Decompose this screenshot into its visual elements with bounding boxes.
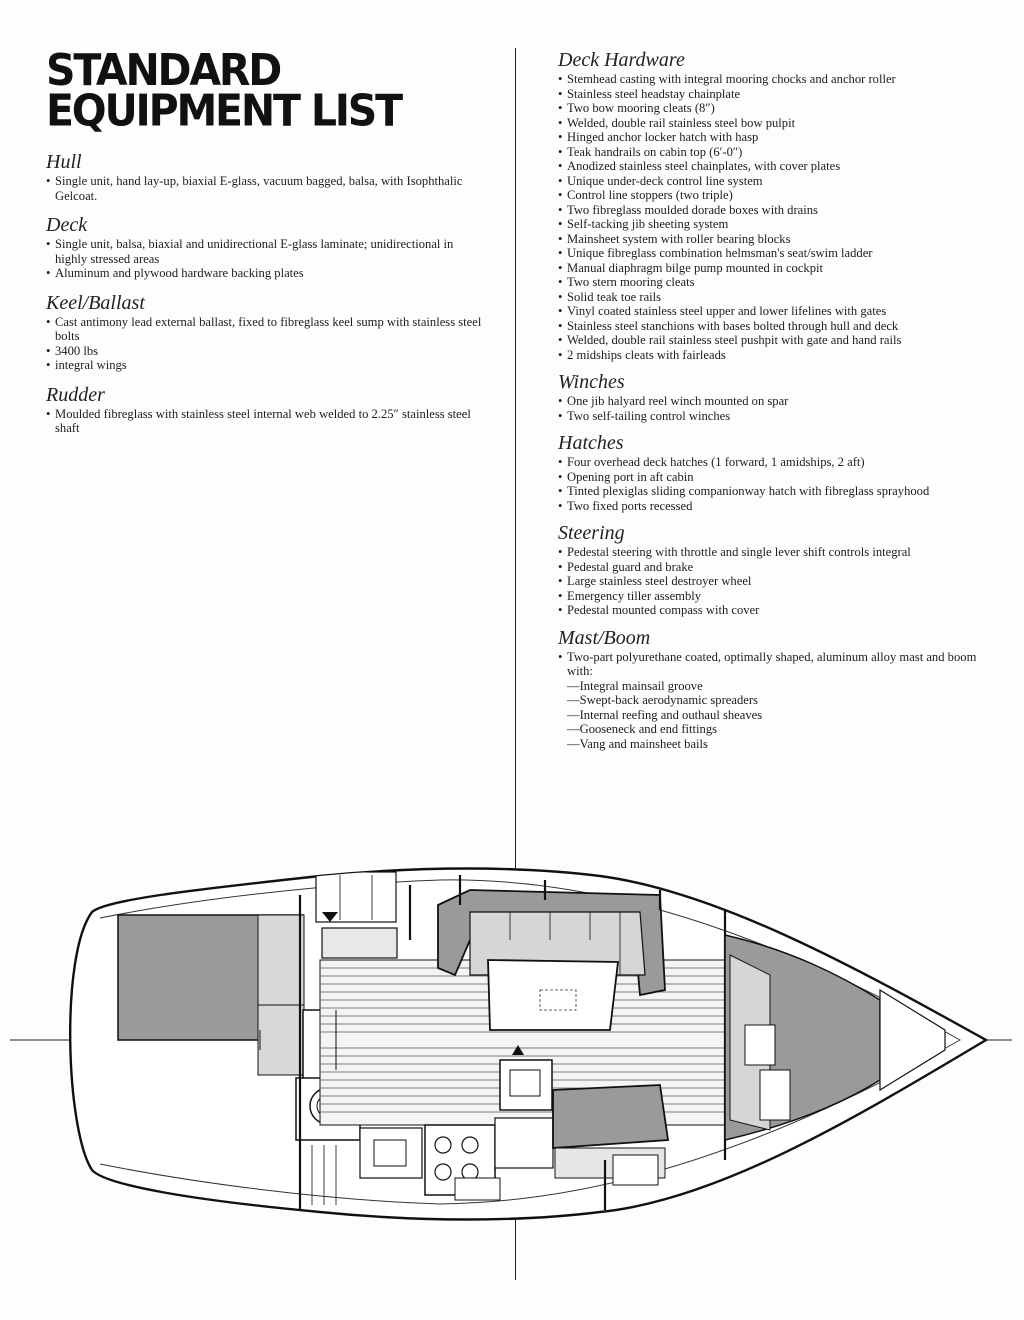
list-item (558, 650, 998, 679)
sub-list-item (567, 679, 998, 694)
section-heading: Deck Hardware (558, 49, 685, 71)
list-item (558, 348, 998, 363)
list-item (558, 145, 998, 160)
equipment-list (558, 394, 998, 423)
list-item-text: Control line stoppers (two triple) (567, 188, 733, 202)
bullet-icon: • (558, 574, 563, 588)
list-item-text: One jib halyard reel winch mounted on spar (567, 394, 789, 408)
bullet-icon: • (558, 455, 563, 469)
list-item (558, 275, 998, 290)
right-column (558, 48, 998, 759)
list-item (558, 560, 998, 575)
list-item (558, 217, 998, 232)
list-item (558, 304, 998, 319)
bullet-icon: • (558, 130, 563, 144)
section-heading: Winches (558, 371, 625, 393)
title-line-1: STANDARD (46, 44, 281, 96)
sub-list-item-text: Integral mainsail groove (579, 678, 703, 693)
bullet-icon: • (558, 144, 563, 159)
sub-list (558, 679, 998, 752)
list-item-text: Two bow mooring cleats (8″) (567, 101, 715, 115)
equipment-list (558, 455, 998, 513)
list-item-text: Welded, double rail stainless steel pushpit with gate and hand rails (567, 333, 902, 347)
dash-icon: — (567, 678, 580, 693)
equipment-list (558, 650, 998, 679)
right-section (558, 626, 998, 752)
list-item-text: integral wings (55, 358, 127, 372)
list-item (558, 290, 998, 305)
list-item-text: Opening port in aft cabin (567, 469, 694, 484)
bullet-icon: • (558, 603, 563, 617)
list-item (558, 246, 998, 261)
sub-list-item (567, 737, 998, 752)
equipment-list (558, 72, 998, 362)
list-item-text: Anodized stainless steel chainplates, with cover plates (567, 159, 841, 173)
list-item (558, 319, 998, 334)
list-item (558, 394, 998, 409)
bullet-icon: • (558, 318, 563, 333)
right-section (558, 370, 998, 423)
section-heading: Hull (46, 151, 82, 173)
equipment-list (46, 174, 486, 203)
list-item (46, 315, 486, 344)
bullet-icon: • (558, 394, 563, 408)
list-item-text: Welded, double rail stainless steel bow pulpit (567, 115, 796, 130)
list-item (558, 574, 998, 589)
list-item (558, 232, 998, 247)
list-item (558, 545, 998, 560)
sub-list-item-text: Internal reefing and outhaul sheaves (579, 707, 763, 722)
section-heading: Hatches (558, 432, 624, 454)
list-item (558, 159, 998, 174)
bullet-icon: • (558, 72, 563, 86)
list-item (558, 72, 998, 87)
list-item-text: Two self-tailing control winches (567, 408, 731, 423)
list-item (558, 203, 998, 218)
list-item-text: Pedestal mounted compass with cover (567, 603, 760, 617)
list-item (558, 589, 998, 604)
right-section (558, 431, 998, 513)
list-item-text: Self-tacking jib sheeting system (567, 217, 729, 231)
sub-list-item (567, 693, 998, 708)
list-item (558, 499, 998, 514)
bullet-icon: • (558, 101, 563, 115)
bullet-icon: • (558, 498, 563, 513)
section-heading: Keel/Ballast (46, 291, 145, 314)
left-section (46, 383, 486, 436)
sub-list-item (567, 722, 998, 737)
bullet-icon: • (558, 347, 563, 362)
bullet-icon: • (558, 333, 563, 347)
bullet-icon: • (558, 86, 563, 101)
bullet-icon: • (558, 231, 563, 246)
bullet-icon: • (558, 588, 563, 603)
section-heading: Steering (558, 522, 625, 544)
list-item-text: Manual diaphragm bilge pump mounted in cockpit (567, 260, 824, 275)
list-item (46, 344, 486, 359)
list-item-text: Stainless steel stanchions with bases bolted through hull and deck (567, 318, 899, 333)
list-item (558, 188, 998, 203)
list-item-text: Hinged anchor locker hatch with hasp (567, 130, 759, 144)
section-heading: Mast/Boom (558, 626, 651, 649)
list-item-text: Unique under-deck control line system (567, 173, 763, 188)
list-item-text: Large stainless steel destroyer wheel (567, 574, 752, 588)
left-section (46, 291, 486, 373)
bullet-icon: • (558, 559, 563, 574)
list-item-text: Pedestal steering with throttle and single lever shift controls integral (567, 545, 911, 559)
bullet-icon: • (558, 246, 563, 260)
list-item (46, 358, 486, 373)
list-item-text: Four overhead deck hatches (1 forward, 1 amidships, 2 aft) (567, 455, 865, 469)
list-item (558, 87, 998, 102)
bullet-icon: • (558, 202, 563, 217)
sub-list-item-text: Swept-back aerodynamic spreaders (579, 693, 758, 707)
list-item-text: Two fixed ports recessed (567, 498, 693, 513)
bullet-icon: • (46, 237, 51, 251)
section-heading: Rudder (46, 383, 105, 406)
sailboat-interior-plan-icon (0, 850, 1024, 1250)
dash-icon: — (567, 722, 580, 736)
bullet-icon: • (46, 266, 51, 280)
dash-icon: — (567, 707, 580, 722)
bullet-icon: • (558, 173, 563, 188)
list-item-text: 3400 lbs (55, 343, 99, 358)
bullet-icon: • (558, 260, 563, 275)
list-item-text: Emergency tiller assembly (567, 588, 702, 603)
list-item (558, 261, 998, 276)
bullet-icon: • (46, 174, 51, 188)
list-item-text: Two stern mooring cleats (567, 275, 695, 289)
list-item-text: 2 midships cleats with fairleads (567, 347, 726, 362)
list-item-text: Teak handrails on cabin top (6′-0″) (567, 144, 743, 159)
list-item-text: Stemhead casting with integral mooring chocks and anchor roller (567, 72, 896, 86)
equipment-list (558, 545, 998, 618)
bullet-icon: • (558, 469, 563, 484)
bullet-icon: • (558, 115, 563, 130)
list-item (46, 237, 486, 266)
left-section (46, 213, 486, 281)
bullet-icon: • (558, 217, 563, 231)
right-section (558, 521, 998, 618)
list-item (558, 409, 998, 424)
list-item-text: Unique fibreglass combination helmsman's seat/swim ladder (567, 246, 873, 260)
list-item (558, 455, 998, 470)
list-item (558, 130, 998, 145)
equipment-list (46, 315, 486, 373)
title-line-2: EQUIPMENT LIST (46, 84, 401, 136)
list-item-text: Vinyl coated stainless steel upper and lower lifelines with gates (567, 304, 887, 318)
sub-list-item-text: Vang and mainsheet bails (579, 736, 708, 751)
list-item-text: Solid teak toe rails (567, 289, 662, 304)
list-item-text: Cast antimony lead external ballast, fixed to fibreglass keel sump with stainless steel bolts (55, 314, 482, 343)
dash-icon: — (567, 693, 580, 707)
bullet-icon: • (46, 343, 51, 358)
bullet-icon: • (558, 188, 563, 202)
section-heading: Deck (46, 214, 88, 236)
dash-icon: — (567, 736, 580, 751)
list-item (558, 484, 998, 499)
list-item (558, 101, 998, 116)
equipment-list (46, 237, 486, 281)
right-section (558, 48, 998, 362)
left-column (46, 150, 486, 446)
list-item (46, 174, 486, 203)
list-item-text: Tinted plexiglas sliding companionway hatch with fibreglass sprayhood (567, 484, 930, 498)
bullet-icon: • (558, 159, 563, 173)
list-item (46, 407, 486, 436)
list-item-text: Pedestal guard and brake (567, 559, 694, 574)
sub-list-item (567, 708, 998, 723)
list-item (558, 470, 998, 485)
list-item-text: Single unit, hand lay-up, biaxial E-glass, vacuum bagged, balsa, with Isophthalic Gelcoat. (55, 174, 463, 203)
left-section (46, 150, 486, 203)
list-item (46, 266, 486, 281)
bullet-icon: • (558, 545, 563, 559)
bullet-icon: • (558, 289, 563, 304)
bullet-icon: • (46, 314, 51, 329)
list-item (558, 116, 998, 131)
bullet-icon: • (558, 649, 563, 664)
bullet-icon: • (558, 304, 563, 318)
bullet-icon: • (558, 275, 563, 289)
list-item-text: Aluminum and plywood hardware backing plates (55, 266, 304, 280)
bullet-icon: • (558, 484, 563, 498)
list-item-text: Two-part polyurethane coated, optimally shaped, aluminum alloy mast and boom with: (567, 649, 977, 678)
page-title (46, 44, 401, 136)
bullet-icon: • (46, 406, 51, 421)
list-item-text: Stainless steel headstay chainplate (567, 86, 741, 101)
list-item (558, 603, 998, 618)
list-item (558, 333, 998, 348)
bullet-icon: • (46, 358, 51, 372)
bullet-icon: • (558, 408, 563, 423)
equipment-list (46, 407, 486, 436)
sub-list-item-text: Gooseneck and end fittings (579, 722, 718, 736)
list-item-text: Single unit, balsa, biaxial and unidirectional E-glass laminate; unidirectional in highly stressed areas (55, 237, 454, 266)
list-item-text: Two fibreglass moulded dorade boxes with drains (567, 202, 818, 217)
list-item-text: Moulded fibreglass with stainless steel internal web welded to 2.25″ stainless steel shaft (55, 406, 471, 435)
list-item-text: Mainsheet system with roller bearing blocks (567, 231, 791, 246)
list-item (558, 174, 998, 189)
